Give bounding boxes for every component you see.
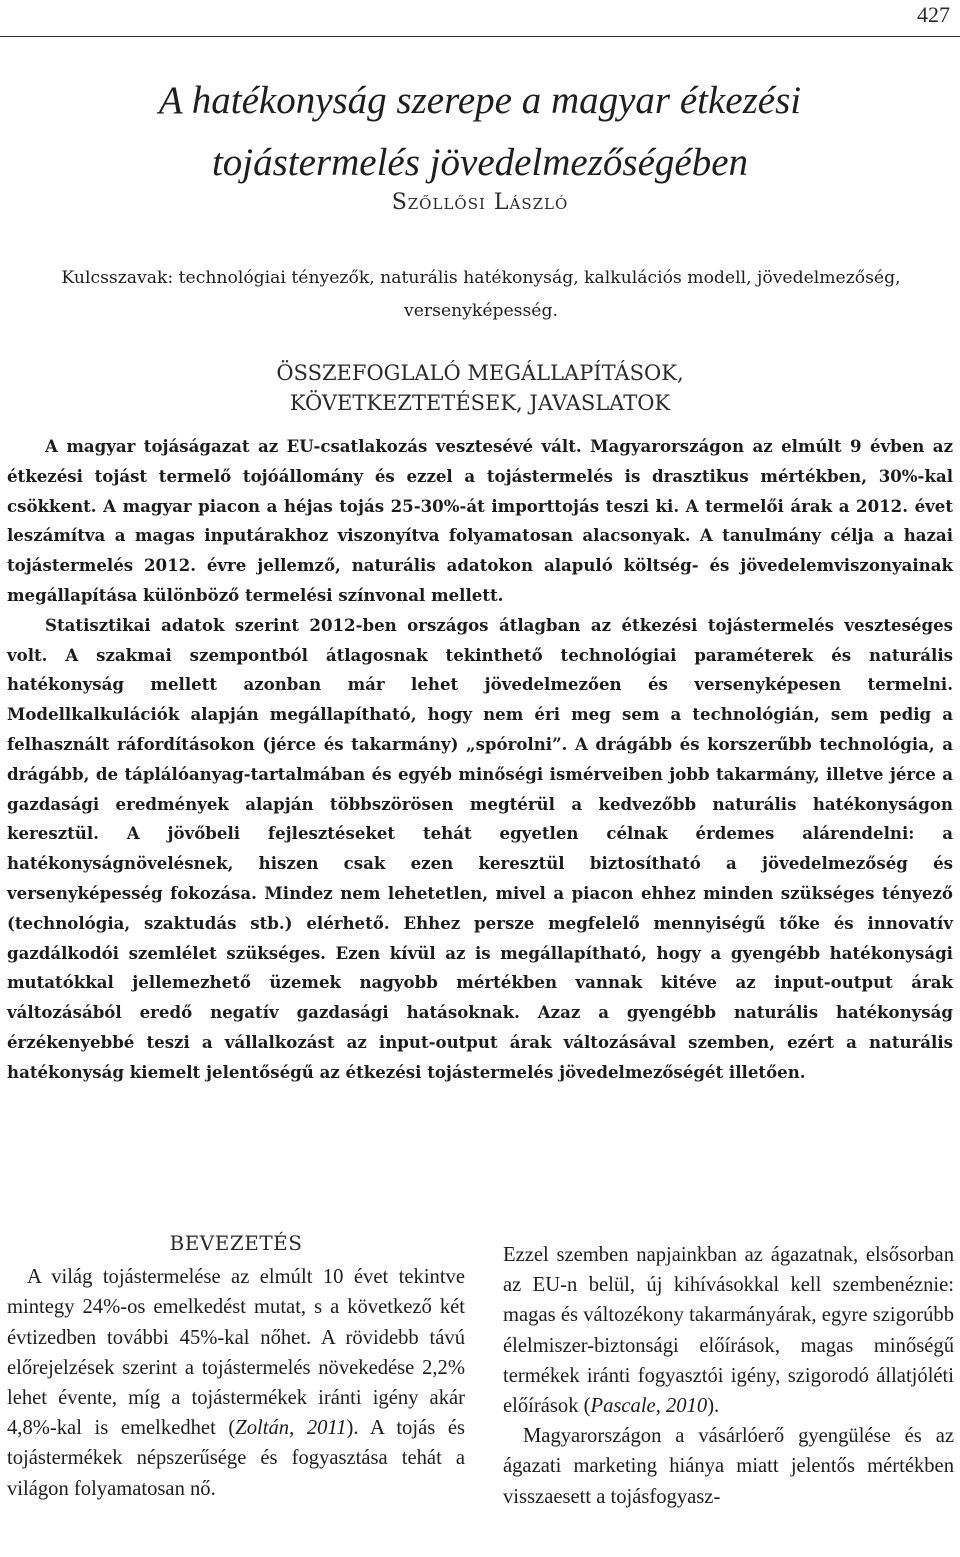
paper-title [0, 70, 960, 194]
summary-heading-line-2: KÖVETKEZTETÉSEK, JAVASLATOK [289, 391, 671, 415]
intro-paragraph-2 [503, 1240, 954, 1421]
summary-heading-line-1: ÖSSZEFOGLALÓ MEGÁLLAPÍTÁSOK, [276, 361, 684, 385]
intro-text-1: A világ tojástermelése az elmúlt 10 évet tekintve mintegy 24%-os emelkedést mutat, s a következő két évtizedben további 45%-kal nőhet. A rövidebb távú előrejelzések szerint a tojástermelés növekedése 2,2% lehet évente, míg a tojástermékek iránti igény akár 4,8%-kal is emelkedhet ( [7, 1266, 465, 1440]
abstract-paragraph-1: A magyar tojáságazat az EU-csatlakozás vesztesévé vált. Magyarországon az elmúlt 9 évben az étkezési tojást termelő tojóállomány és ezzel a tojástermelés is drasztikus mértékben, 30%-kal csökkent. A magyar piacon a héjas tojás 25-30%-át importtojás teszi ki. A termelői árak a 2012. évet leszámítva a magas inputárakhoz viszonyítva folyamatosan alacsonyak. A tanulmány célja a hazai tojástermelés 2012. évre jellemző, naturális adatokon alapuló költség- és jövedelemviszonyainak megállapítása különböző termelési színvonal mellett. [7, 436, 953, 605]
abstract [7, 432, 953, 1088]
keywords: Kulcsszavak: technológiai tényezők, naturális hatékonyság, kalkulációs modell, jövedelmezőség, versenyképesség. [61, 268, 901, 321]
section-heading-intro: BEVEZETÉS [169, 1231, 303, 1255]
intro-text-2: ). A tojás és tojástermékek népszerűsége és fogyasztása tehát a világon folyamatosan nő. [7, 1417, 465, 1500]
citation-pascale: Pascale, 2010 [590, 1395, 708, 1418]
citation-zoltan: Zoltán, 2011 [235, 1417, 347, 1440]
abstract-paragraph-2: Statisztikai adatok szerint 2012-ben országos átlagban az étkezési tojástermelés veszteséges volt. A szakmai szempontból átlagosnak tekinthető technológiai paraméterek és naturális hatékonyság mellett azonban már lehet jövedelmezően és versenyképesen termelni. Modellkalkulációk alapján megállapítható, hogy nem éri meg sem a technológián, sem pedig a felhasznált ráfordításokon (jérce és takarmány) „spórolni”. A drágább és korszerűbb technológia, a drágább, de táplálóanyag-tartalmában és egyéb minőségi ismérveiben jobb takarmány, illetve jérce a gazdasági eredmények alapján többszörösen megtérül a kedvezőbb naturális hatékonyságon keresztül. A jövőbeli fejlesztéseket tehát egyetlen célnak érdemes alárendelni: a hatékonyságnövelésnek, hiszen csak ezen keresztül biztosítható a jövedelmezőség és versenyképesség fokozása. Mindez nem lehetetlen, mivel a piacon ehhez minden szükséges tényező (technológia, szaktudás stb.) elérhető. Ehhez persze megfelelő mennyiségű tőke és innovatív gazdálkodói szemlélet szükséges. Ezen kívül az is megállapítható, hogy a gyengébb hatékonysági mutatókkal jellemezhető üzemek nagyobb mértékben vannak kitéve az input-output árak változásából eredő negatív gazdasági hatásoknak. Azaz a gyengébb naturális hatékonyság érzékenyebbé teszi a vállalkozást az input-output árak változásával szemben, ezért a naturális hatékonyság kiemelt jelentőségű az étkezési tojástermelés jövedelmezőségét illetően. [7, 614, 953, 1082]
author-name [0, 190, 960, 215]
author-text: Szőllősi László [391, 190, 569, 215]
intro-paragraph-1 [7, 1262, 465, 1504]
left-column [7, 1228, 465, 1504]
intro-text-3: Ezzel szemben napjainkban az ágazatnak, elsősorban az EU-n belül, új kihívásokkal kell szembenéznie: magas és változékony takarmányárak, egyre szigorúbb élelmiszer-biztonsági előírások, magas minőségű termékek iránti fogyasztói igény, szigorodó állatjóléti előírások ( [503, 1244, 954, 1418]
header-rule [0, 36, 960, 37]
right-column [503, 1240, 954, 1512]
title-line-2: tojástermelés jövedelmezőségében [211, 141, 749, 184]
summary-heading [0, 358, 960, 418]
title-line-1: A hatékonyság szerepe a magyar étkezési [158, 79, 802, 122]
page-number: 427 [917, 2, 950, 27]
intro-text-4: ). [707, 1395, 720, 1418]
intro-paragraph-3: Magyarországon a vásárlóerő gyengülése és az ágazati marketing hiánya miatt jelentős mértékben visszaesett a tojásfogyasz- [503, 1425, 954, 1508]
